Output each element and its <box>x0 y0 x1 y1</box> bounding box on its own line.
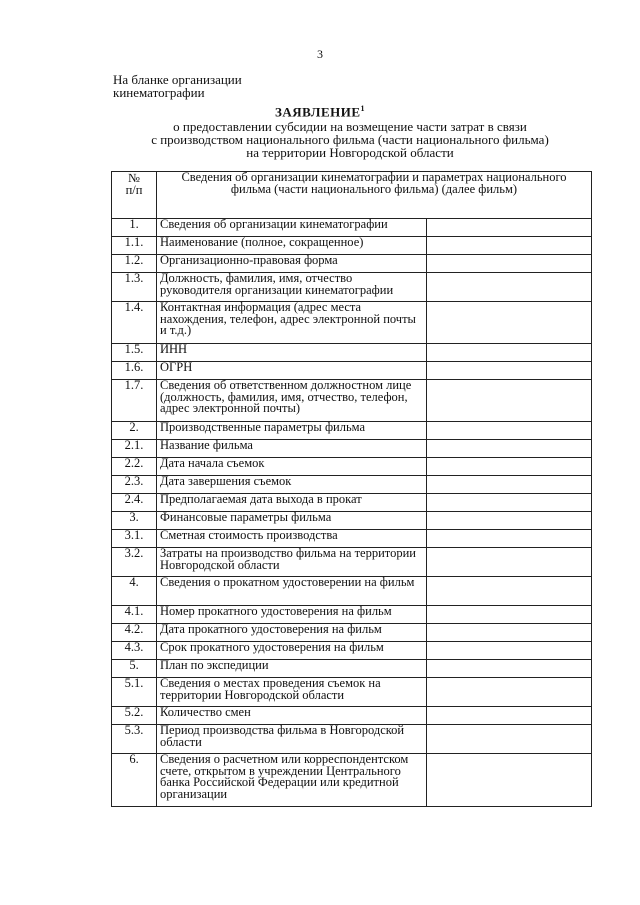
row-number-cell: 2.3. <box>112 476 157 494</box>
table-row <box>112 273 592 302</box>
title-text: ЗАЯВЛЕНИЕ <box>274 104 361 120</box>
subtitle-line: с производством национального фильма (части национального фильма) <box>151 132 549 147</box>
row-value-cell[interactable] <box>427 512 592 530</box>
row-label-cell: Период производства фильма в Новгородской области <box>157 725 427 754</box>
row-label-cell: Контактная информация (адрес места нахождения, телефон, адрес электронной почты и т.д.) <box>157 302 427 344</box>
row-number-cell: 3.1. <box>112 530 157 548</box>
table-row <box>112 440 592 458</box>
header-number-cell <box>112 172 157 219</box>
document-subtitle <box>112 120 588 159</box>
row-number-cell: 5.3. <box>112 725 157 754</box>
row-number-cell: 3. <box>112 512 157 530</box>
row-number-cell: 4.1. <box>112 606 157 624</box>
row-value-cell[interactable] <box>427 725 592 754</box>
row-number-cell: 1.3. <box>112 273 157 302</box>
table-row <box>112 606 592 624</box>
row-label-cell: Сведения об ответственном должностном лице (должность, фамилия, имя, отчество, телефон, адрес электронной почты) <box>157 380 427 422</box>
table-row <box>112 660 592 678</box>
row-label-cell: Сведения о местах проведения съемок на территории Новгородской области <box>157 678 427 707</box>
row-value-cell[interactable] <box>427 548 592 577</box>
row-number-cell: 4.2. <box>112 624 157 642</box>
row-value-cell[interactable] <box>427 707 592 725</box>
row-number-cell: 1.1. <box>112 237 157 255</box>
row-label-cell: Количество смен <box>157 707 427 725</box>
row-value-cell[interactable] <box>427 255 592 273</box>
row-number-cell: 2.2. <box>112 458 157 476</box>
application-table <box>111 171 592 807</box>
row-value-cell[interactable] <box>427 422 592 440</box>
row-value-cell[interactable] <box>427 344 592 362</box>
row-label-cell: Затраты на производство фильма на территории Новгородской области <box>157 548 427 577</box>
row-value-cell[interactable] <box>427 362 592 380</box>
row-number-cell: 3.2. <box>112 548 157 577</box>
row-number-cell: 4.3. <box>112 642 157 660</box>
row-label-cell: Производственные параметры фильма <box>157 422 427 440</box>
header-number-line: п/п <box>125 183 143 197</box>
row-number-cell: 5.1. <box>112 678 157 707</box>
table-row <box>112 255 592 273</box>
table-row <box>112 380 592 422</box>
row-value-cell[interactable] <box>427 237 592 255</box>
row-value-cell[interactable] <box>427 624 592 642</box>
table-row <box>112 344 592 362</box>
row-label-cell: Дата прокатного удостоверения на фильм <box>157 624 427 642</box>
row-label-cell: Организационно-правовая форма <box>157 255 427 273</box>
row-number-cell: 2.1. <box>112 440 157 458</box>
org-letterhead-note <box>113 73 242 99</box>
row-label-cell: ОГРН <box>157 362 427 380</box>
row-value-cell[interactable] <box>427 476 592 494</box>
row-value-cell[interactable] <box>427 577 592 606</box>
row-number-cell: 1. <box>112 219 157 237</box>
row-number-cell: 1.7. <box>112 380 157 422</box>
row-label-cell: Наименование (полное, сокращенное) <box>157 237 427 255</box>
row-number-cell: 6. <box>112 754 157 807</box>
row-label-cell: Сметная стоимость производства <box>157 530 427 548</box>
row-value-cell[interactable] <box>427 642 592 660</box>
table-row <box>112 707 592 725</box>
table-row <box>112 624 592 642</box>
row-label-cell: Срок прокатного удостоверения на фильм <box>157 642 427 660</box>
table-row <box>112 219 592 237</box>
title-footnote-mark: 1 <box>360 104 366 113</box>
subtitle-line: о предоставлении субсидии на возмещение части затрат в связи <box>173 119 527 134</box>
row-number-cell: 4. <box>112 577 157 606</box>
row-value-cell[interactable] <box>427 660 592 678</box>
header-number-line: № <box>128 171 140 185</box>
row-value-cell[interactable] <box>427 458 592 476</box>
row-number-cell: 1.4. <box>112 302 157 344</box>
table-row <box>112 530 592 548</box>
row-label-cell: Предполагаемая дата выхода в прокат <box>157 494 427 512</box>
table-row <box>112 512 592 530</box>
row-value-cell[interactable] <box>427 530 592 548</box>
table-row <box>112 754 592 807</box>
row-number-cell: 2.4. <box>112 494 157 512</box>
row-label-cell: План по экспедиции <box>157 660 427 678</box>
row-value-cell[interactable] <box>427 273 592 302</box>
row-label-cell: Финансовые параметры фильма <box>157 512 427 530</box>
document-title <box>0 104 640 120</box>
row-label-cell: Сведения о расчетном или корреспондентском счете, открытом в учреждении Центрального банка Российской Федерации или кредитной организации <box>157 754 427 807</box>
table-row <box>112 476 592 494</box>
row-label-cell: ИНН <box>157 344 427 362</box>
table-row <box>112 237 592 255</box>
header-description-cell: Сведения об организации кинематографии и параметрах национального фильма (части национального фильма) (далее фильм) <box>157 172 592 219</box>
org-note-line: На бланке организации <box>113 72 242 87</box>
row-value-cell[interactable] <box>427 440 592 458</box>
row-label-cell: Должность, фамилия, имя, отчество руководителя организации кинематографии <box>157 273 427 302</box>
row-label-cell: Номер прокатного удостоверения на фильм <box>157 606 427 624</box>
table-row <box>112 642 592 660</box>
subtitle-line: на территории Новгородской области <box>246 145 454 160</box>
row-number-cell: 2. <box>112 422 157 440</box>
row-label-cell: Дата завершения съемок <box>157 476 427 494</box>
table-row <box>112 458 592 476</box>
row-value-cell[interactable] <box>427 302 592 344</box>
row-value-cell[interactable] <box>427 606 592 624</box>
row-number-cell: 5.2. <box>112 707 157 725</box>
table-row <box>112 678 592 707</box>
row-number-cell: 1.6. <box>112 362 157 380</box>
page-number: 3 <box>317 47 323 61</box>
row-number-cell: 1.2. <box>112 255 157 273</box>
row-value-cell[interactable] <box>427 380 592 422</box>
table-row <box>112 725 592 754</box>
row-label-cell: Сведения о прокатном удостоверении на фильм <box>157 577 427 606</box>
table-row <box>112 494 592 512</box>
row-value-cell[interactable] <box>427 494 592 512</box>
org-note-line: кинематографии <box>113 85 205 100</box>
row-number-cell: 1.5. <box>112 344 157 362</box>
table-header-row <box>112 172 592 219</box>
row-label-cell: Название фильма <box>157 440 427 458</box>
row-number-cell: 5. <box>112 660 157 678</box>
table-row <box>112 422 592 440</box>
row-value-cell[interactable] <box>427 219 592 237</box>
table-row <box>112 302 592 344</box>
table-row <box>112 577 592 606</box>
table-row <box>112 362 592 380</box>
row-label-cell: Сведения об организации кинематографии <box>157 219 427 237</box>
row-value-cell[interactable] <box>427 754 592 807</box>
row-value-cell[interactable] <box>427 678 592 707</box>
table-row <box>112 548 592 577</box>
row-label-cell: Дата начала съемок <box>157 458 427 476</box>
